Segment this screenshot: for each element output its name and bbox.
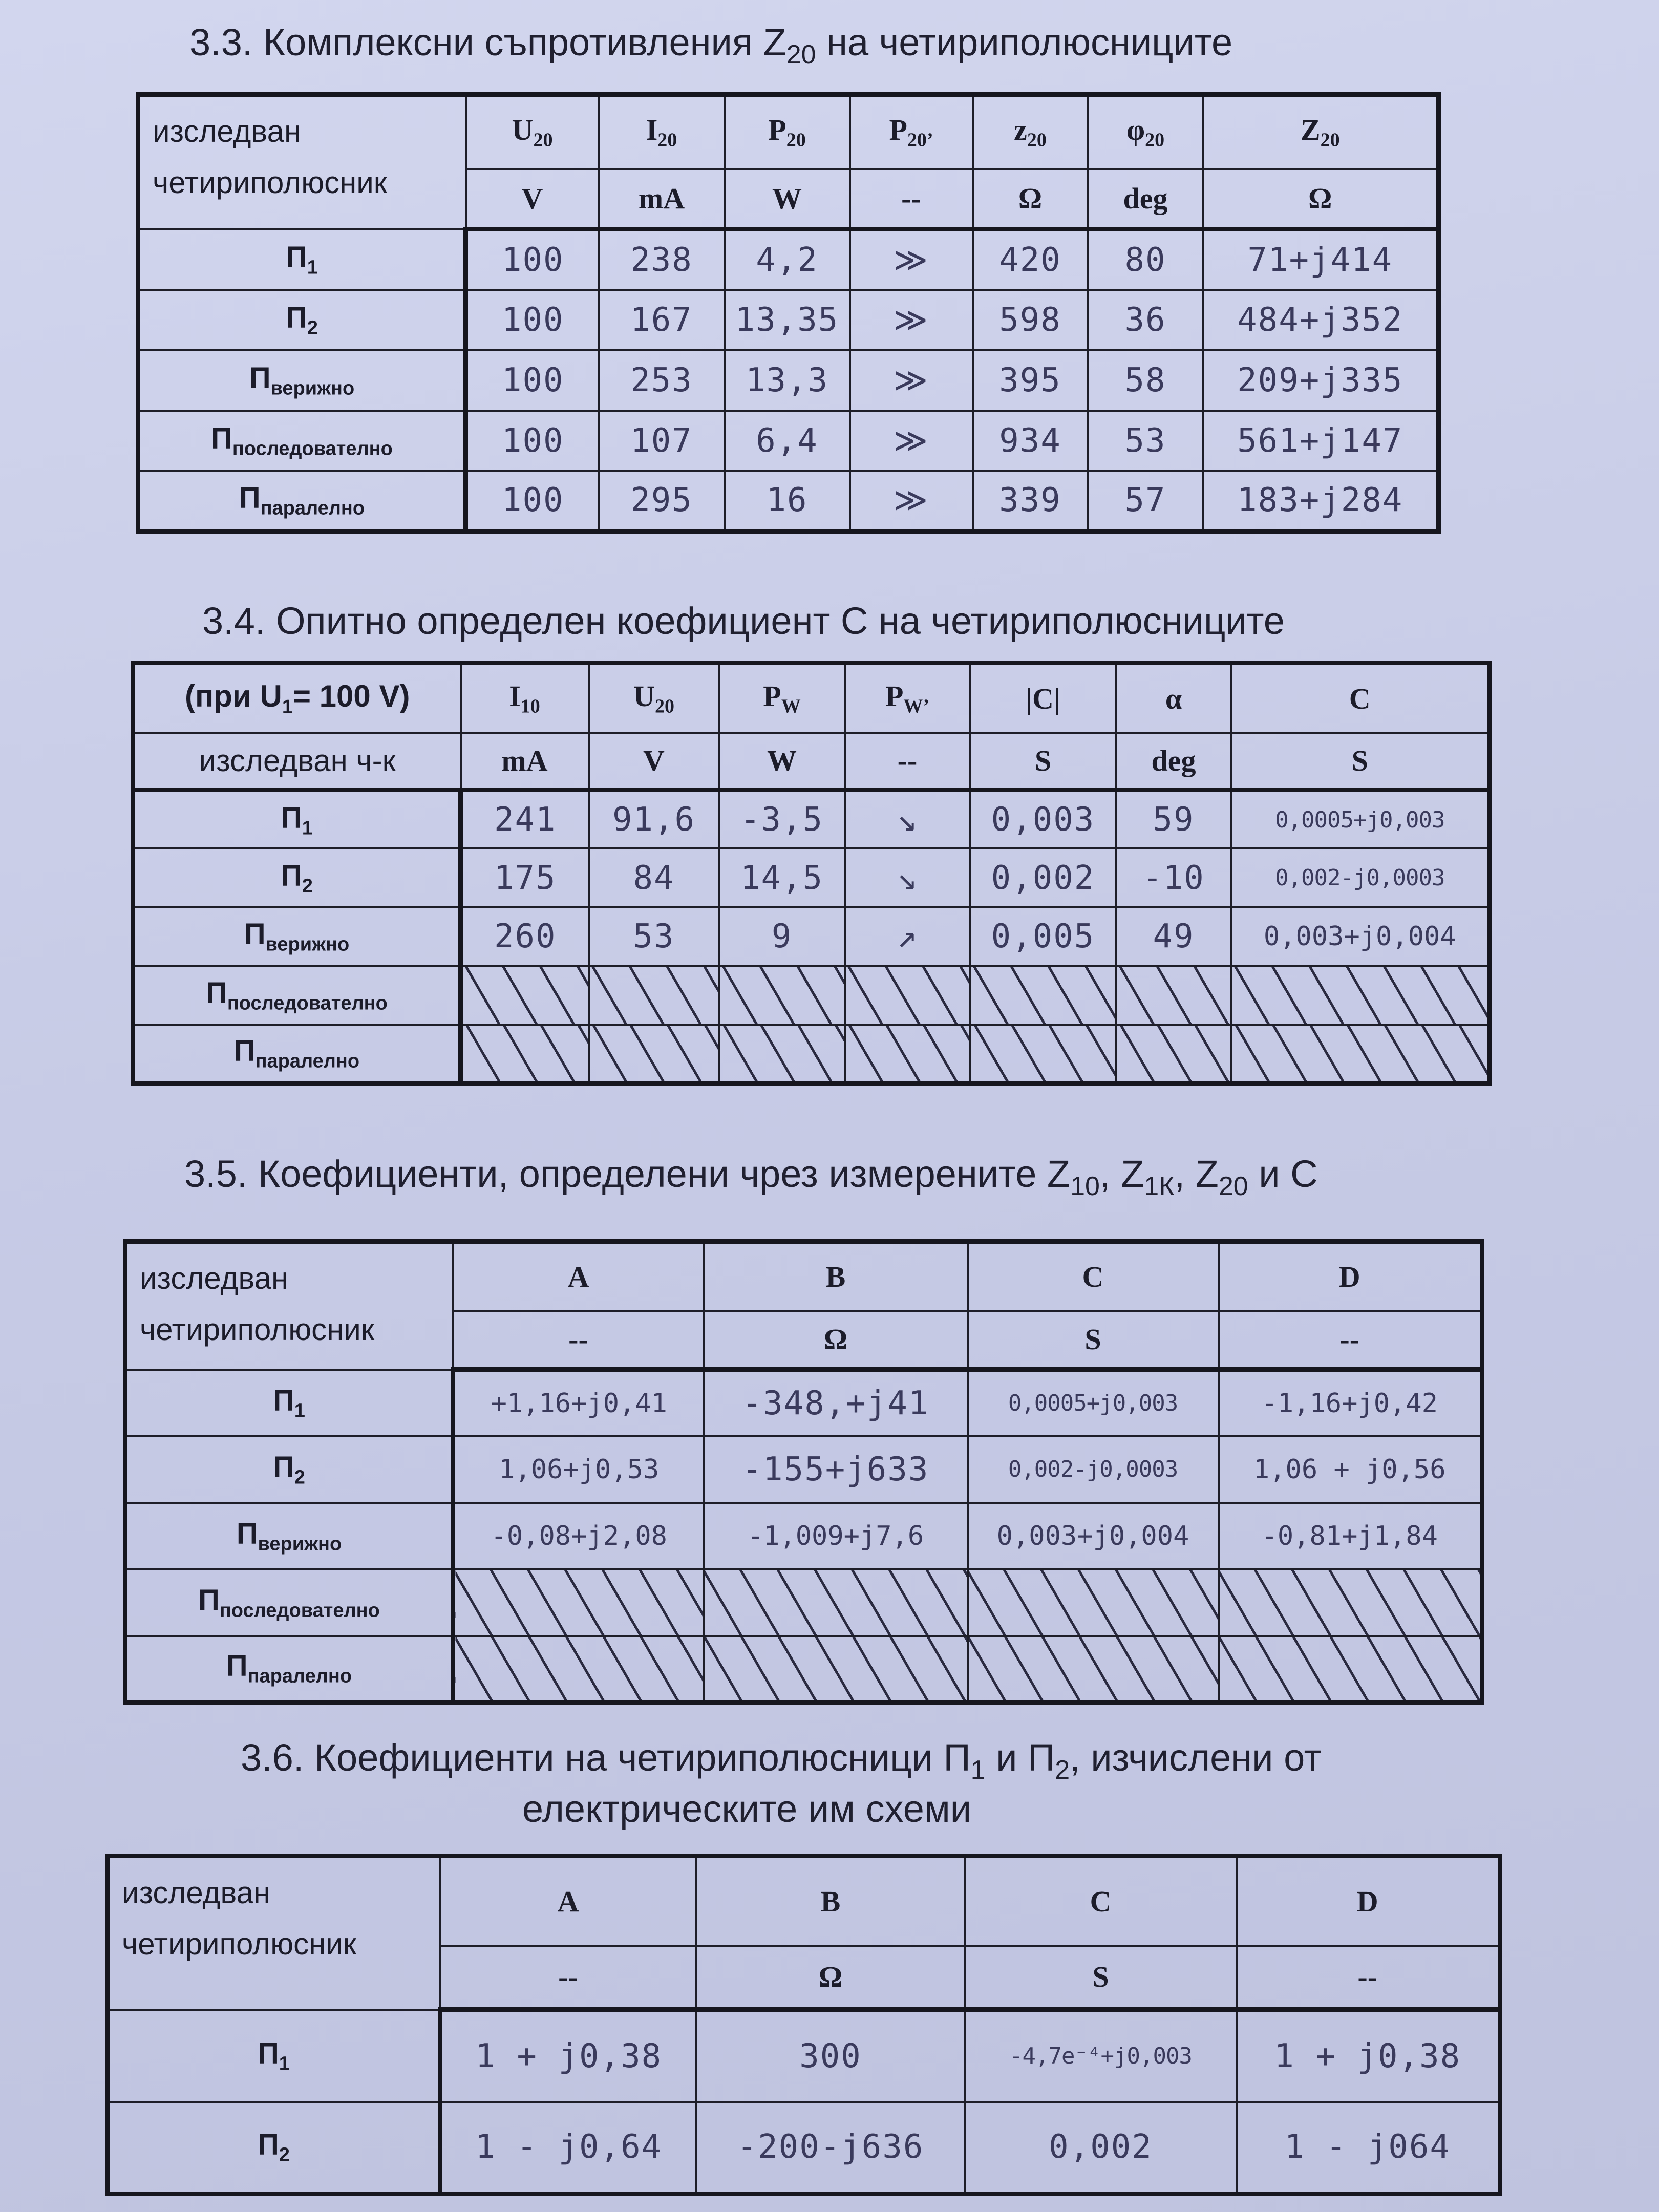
unit-cell: mA [461, 733, 589, 790]
value-cell: -1,16+j0,42 [1219, 1370, 1482, 1436]
table-3-3 [136, 92, 1441, 534]
row-label: $П_2$ [138, 290, 466, 350]
value-cell: -4,7e⁻⁴+j0,003 [965, 2010, 1237, 2102]
col-header: $Z_{20}$ [1203, 95, 1439, 169]
section-3-4-title: 3.4. Опитно определен коефициент С на четириполюсниците [202, 600, 1285, 642]
unit-cell: -- [845, 733, 970, 790]
table-row [133, 790, 1490, 849]
value-cell: 253 [599, 350, 725, 411]
table-row [133, 966, 1490, 1025]
header-corner: изследван четириполюсник [138, 95, 466, 229]
value-cell: 0,002 [970, 848, 1116, 907]
value-cell: 598 [973, 290, 1088, 350]
table-3-4 [131, 661, 1492, 1086]
value-cell: 561+j147 [1203, 411, 1439, 471]
header-corner-top: (при $U_1= 100$ V) [133, 663, 461, 733]
value-cell: -10 [1116, 848, 1231, 907]
header-corner-bottom: изследван ч-к [133, 733, 461, 790]
value-cell: 0,003+j0,004 [968, 1503, 1219, 1569]
unit-cell: S [965, 1946, 1237, 2010]
unit-cell: mA [599, 169, 725, 229]
unit-cell: Ω [1203, 169, 1439, 229]
value-cell: ≫ [850, 350, 973, 411]
hatched-cell [719, 966, 845, 1025]
value-cell: ↘ [845, 790, 970, 849]
table-row [133, 907, 1490, 966]
table-row [125, 1569, 1482, 1636]
row-label: $П_{паралелно}$ [133, 1025, 461, 1083]
col-header: A [440, 1856, 696, 1946]
col-header: $P_{W’}$ [845, 663, 970, 733]
unit-cell: S [1231, 733, 1490, 790]
col-header: A [453, 1242, 704, 1311]
value-cell: 339 [973, 471, 1088, 531]
value-cell: 91,6 [589, 790, 719, 849]
value-cell: ↘ [845, 848, 970, 907]
row-label: $П_{паралелно}$ [125, 1636, 453, 1703]
section-3-5-title: 3.5. Коефициенти, определени чрез измерените $Z_{10}$, $Z_{1К}$, $Z_{20}$ и С [184, 1153, 1318, 1201]
col-header: D [1237, 1856, 1500, 1946]
value-cell: +1,16+j0,41 [453, 1370, 704, 1436]
value-cell: ≫ [850, 290, 973, 350]
hatched-cell [453, 1569, 704, 1636]
value-cell: 183+j284 [1203, 471, 1439, 531]
col-header: $P_{20’}$ [850, 95, 973, 169]
value-cell: ≫ [850, 471, 973, 531]
value-cell: 1 - j064 [1237, 2102, 1500, 2194]
value-cell: 16 [725, 471, 850, 531]
unit-cell: S [970, 733, 1116, 790]
col-header: $U_{20}$ [466, 95, 599, 169]
table-row [133, 848, 1490, 907]
hatched-cell [968, 1569, 1219, 1636]
unit-cell: -- [850, 169, 973, 229]
table-body [138, 229, 1439, 531]
unit-cell: S [968, 1311, 1219, 1370]
value-cell: ↗ [845, 907, 970, 966]
col-header: $z_{20}$ [973, 95, 1088, 169]
value-cell: ≫ [850, 229, 973, 290]
value-cell: 107 [599, 411, 725, 471]
table-row [138, 229, 1439, 290]
unit-cell: W [725, 169, 850, 229]
value-cell: 13,3 [725, 350, 850, 411]
title-tail: на четириполюсниците [816, 21, 1233, 63]
value-cell: 241 [461, 790, 589, 849]
value-cell: 0,002 [965, 2102, 1237, 2194]
value-cell: 0,003 [970, 790, 1116, 849]
section-3-6-title-line2: електрическите им схеми [522, 1788, 972, 1830]
section-3-6-title-line1: 3.6. Коефициенти на четириполюсници $П_1$ и $П_2$, изчислени от [241, 1736, 1322, 1785]
unit-cell: -- [453, 1311, 704, 1370]
table-row [138, 290, 1439, 350]
value-cell: 100 [466, 290, 599, 350]
row-label: $П_{верижно}$ [138, 350, 466, 411]
hatched-cell [461, 966, 589, 1025]
hatched-cell [970, 966, 1116, 1025]
value-cell: -0,08+j2,08 [453, 1503, 704, 1569]
col-header: $P_W$ [719, 663, 845, 733]
value-cell: 1 + j0,38 [1237, 2010, 1500, 2102]
value-cell: 238 [599, 229, 725, 290]
col-header: B [696, 1856, 965, 1946]
table-row [138, 350, 1439, 411]
table-body [133, 790, 1490, 1083]
value-cell: 6,4 [725, 411, 850, 471]
table-row [125, 1370, 1482, 1436]
table-row [125, 1636, 1482, 1703]
table-3-5 [123, 1239, 1484, 1705]
table-row [108, 2010, 1500, 2102]
value-cell: -155+j633 [704, 1436, 968, 1503]
col-header: C [965, 1856, 1237, 1946]
value-cell: 175 [461, 848, 589, 907]
table-body [125, 1370, 1482, 1703]
hatched-cell [453, 1636, 704, 1703]
unit-cell: Ω [973, 169, 1088, 229]
hatched-cell [1116, 966, 1231, 1025]
unit-cell: V [466, 169, 599, 229]
hatched-cell [589, 966, 719, 1025]
value-cell: 0,0005+j0,003 [968, 1370, 1219, 1436]
hatched-cell [719, 1025, 845, 1083]
row-label: $П_1$ [133, 790, 461, 849]
value-cell: 484+j352 [1203, 290, 1439, 350]
header-corner: изследван четириполюсник [108, 1856, 440, 2010]
value-cell: 84 [589, 848, 719, 907]
value-cell: 9 [719, 907, 845, 966]
value-cell: 0,002-j0,0003 [1231, 848, 1490, 907]
hatched-cell [1219, 1569, 1482, 1636]
value-cell: 295 [599, 471, 725, 531]
row-label: $П_1$ [108, 2010, 440, 2102]
unit-cell: -- [1237, 1946, 1500, 2010]
value-cell: 13,35 [725, 290, 850, 350]
unit-cell: deg [1116, 733, 1231, 790]
col-header: $P_{20}$ [725, 95, 850, 169]
value-cell: -200-j636 [696, 2102, 965, 2194]
hatched-cell [845, 1025, 970, 1083]
unit-cell: -- [1219, 1311, 1482, 1370]
hatched-cell [589, 1025, 719, 1083]
table-3-6 [105, 1854, 1502, 2196]
value-cell: 1,06+j0,53 [453, 1436, 704, 1503]
value-cell: 0,002-j0,0003 [968, 1436, 1219, 1503]
row-label: $П_{последователно}$ [133, 966, 461, 1025]
hatched-cell [845, 966, 970, 1025]
hatched-cell [704, 1636, 968, 1703]
value-cell: 57 [1088, 471, 1203, 531]
row-label: $П_2$ [125, 1436, 453, 1503]
value-cell: 0,005 [970, 907, 1116, 966]
hatched-cell [1231, 1025, 1490, 1083]
col-header: α [1116, 663, 1231, 733]
value-cell: -1,009+j7,6 [704, 1503, 968, 1569]
value-cell: -348,+j41 [704, 1370, 968, 1436]
value-cell: 100 [466, 471, 599, 531]
row-label: $П_2$ [108, 2102, 440, 2194]
table-row [125, 1503, 1482, 1569]
unit-cell: V [589, 733, 719, 790]
value-cell: 1 - j0,64 [440, 2102, 696, 2194]
table-row [138, 411, 1439, 471]
value-cell: 395 [973, 350, 1088, 411]
value-cell: 0,003+j0,004 [1231, 907, 1490, 966]
hatched-cell [968, 1636, 1219, 1703]
unit-cell: Ω [704, 1311, 968, 1370]
value-cell: 100 [466, 229, 599, 290]
value-cell: 420 [973, 229, 1088, 290]
value-cell: -0,81+j1,84 [1219, 1503, 1482, 1569]
value-cell: 300 [696, 2010, 965, 2102]
hatched-cell [1219, 1636, 1482, 1703]
value-cell: ≫ [850, 411, 973, 471]
col-header: C [968, 1242, 1219, 1311]
value-cell: 58 [1088, 350, 1203, 411]
title-text: 3.3. Комплексни съпротивления Z [189, 21, 786, 63]
row-label: $П_{последователно}$ [138, 411, 466, 471]
hatched-cell [970, 1025, 1116, 1083]
col-header: B [704, 1242, 968, 1311]
value-cell: 1 + j0,38 [440, 2010, 696, 2102]
value-cell: 1,06 + j0,56 [1219, 1436, 1482, 1503]
row-label: $П_{последователно}$ [125, 1569, 453, 1636]
value-cell: 80 [1088, 229, 1203, 290]
row-label: $П_{верижно}$ [125, 1503, 453, 1569]
hatched-cell [461, 1025, 589, 1083]
row-label: $П_1$ [138, 229, 466, 290]
hatched-cell [1116, 1025, 1231, 1083]
hatched-cell [704, 1569, 968, 1636]
unit-cell: deg [1088, 169, 1203, 229]
row-label: $П_{верижно}$ [133, 907, 461, 966]
col-header: |C| [970, 663, 1116, 733]
row-label: $П_1$ [125, 1370, 453, 1436]
value-cell: 4,2 [725, 229, 850, 290]
value-cell: 36 [1088, 290, 1203, 350]
table-row [125, 1436, 1482, 1503]
value-cell: 49 [1116, 907, 1231, 966]
unit-cell: -- [440, 1946, 696, 2010]
col-header: D [1219, 1242, 1482, 1311]
value-cell: 0,0005+j0,003 [1231, 790, 1490, 849]
table-row [108, 2102, 1500, 2194]
value-cell: 14,5 [719, 848, 845, 907]
value-cell: 100 [466, 350, 599, 411]
header-corner: изследван четириполюсник [125, 1242, 453, 1370]
value-cell: 59 [1116, 790, 1231, 849]
value-cell: 71+j414 [1203, 229, 1439, 290]
table-row [138, 471, 1439, 531]
row-label: $П_2$ [133, 848, 461, 907]
table-body [108, 2010, 1500, 2194]
col-header: $I_{10}$ [461, 663, 589, 733]
col-header: $I_{20}$ [599, 95, 725, 169]
section-3-3-title [189, 20, 1232, 70]
row-label: $П_{паралелно}$ [138, 471, 466, 531]
unit-cell: Ω [696, 1946, 965, 2010]
value-cell: 53 [589, 907, 719, 966]
value-cell: 53 [1088, 411, 1203, 471]
hatched-cell [1231, 966, 1490, 1025]
value-cell: 260 [461, 907, 589, 966]
table-row [133, 1025, 1490, 1083]
value-cell: 934 [973, 411, 1088, 471]
col-header: C [1231, 663, 1490, 733]
value-cell: 167 [599, 290, 725, 350]
unit-cell: W [719, 733, 845, 790]
title-subscript: 20 [786, 39, 816, 70]
value-cell: 209+j335 [1203, 350, 1439, 411]
col-header: $U_{20}$ [589, 663, 719, 733]
value-cell: -3,5 [719, 790, 845, 849]
value-cell: 100 [466, 411, 599, 471]
col-header: $\varphi_{20}$ [1088, 95, 1203, 169]
